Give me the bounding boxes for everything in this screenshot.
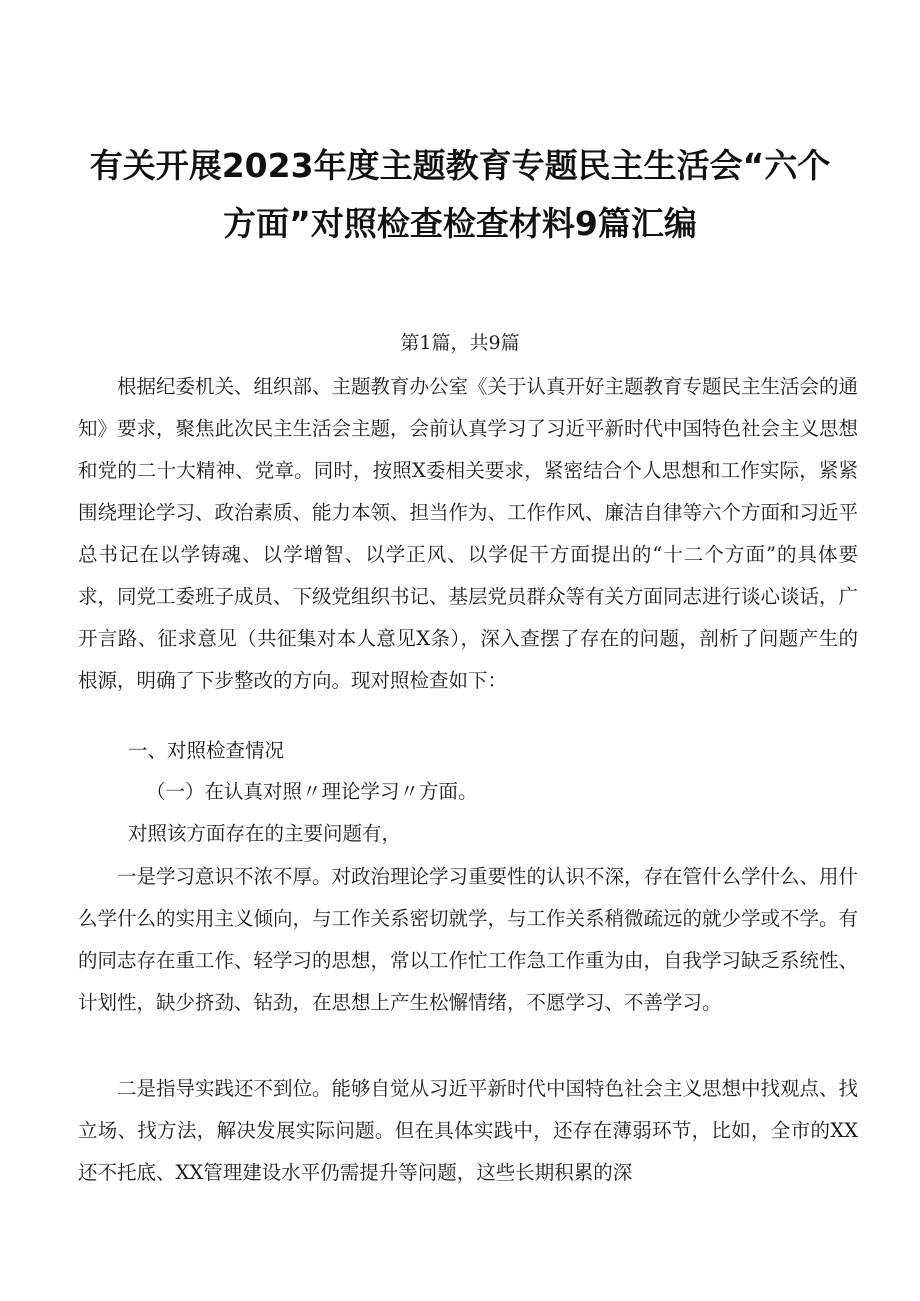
lead-line: 对照该方面存在的主要问题有，	[128, 822, 402, 845]
paragraph-one: 一是学习意识不浓不厚。对政治理论学习重要性的认识不深，存在管什么学什么、用什么学什么的实用主义倾向，与工作关系密切就学，与工作关系稍微疏远的就少学或不学。有的同志存在重工作、轻学习的思想，常以工作忙工作急工作重为由，自我学习缺乏系统性、计划性，缺少挤劲、钻劲，在思想上产生松懈情绪，不愿学习、不善学习。	[78, 865, 859, 1014]
paragraph-two-block	[78, 1068, 858, 1194]
section-heading: 一、对照检查情况	[128, 739, 285, 762]
document-subtitle: 第1篇，共9篇	[400, 332, 520, 354]
intro-paragraph-block	[78, 366, 858, 702]
document-title-line-2: 方面”对照检查检查材料9篇汇编	[223, 204, 697, 243]
paragraph-two: 二是指导实践还不到位。能够自觉从习近平新时代中国特色社会主义思想中找观点、找立场、找方法，解决发展实际问题。但在具体实践中，还存在薄弱环节，比如，全市的XX还不托底、XX管理建设水平仍需提升等问题，这些长期积累的深	[78, 1077, 859, 1184]
paragraph-one-block	[78, 856, 858, 1024]
document-title-line-1: 有关开展2023年度主题教育专题民主生活会“六个	[89, 146, 831, 185]
intro-paragraph: 根据纪委机关、组织部、主题教育办公室《关于认真开好主题教育专题民主生活会的通知》要求，聚焦此次民主生活会主题，会前认真学习了习近平新时代中国特色社会主义思想和党的二十大精神、党章。同时，按照X委相关要求，紧密结合个人思想和工作实际，紧紧围绕理论学习、政治素质、能力本领、担当作为、工作作风、廉洁自律等六个方面和习近平总书记在以学铸魂、以学增智、以学正风、以学促干方面提出的“十二个方面”的具体要求，同党工委班子成员、下级党组织书记、基层党员群众等有关方面同志进行谈心谈话，广开言路、征求意见（共征集对本人意见X条），深入查摆了存在的问题，剖析了问题产生的根源，明确了下步整改的方向。现对照检查如下：	[78, 375, 859, 692]
subsection-heading: （一）在认真对照〃理论学习〃方面。	[146, 780, 478, 803]
